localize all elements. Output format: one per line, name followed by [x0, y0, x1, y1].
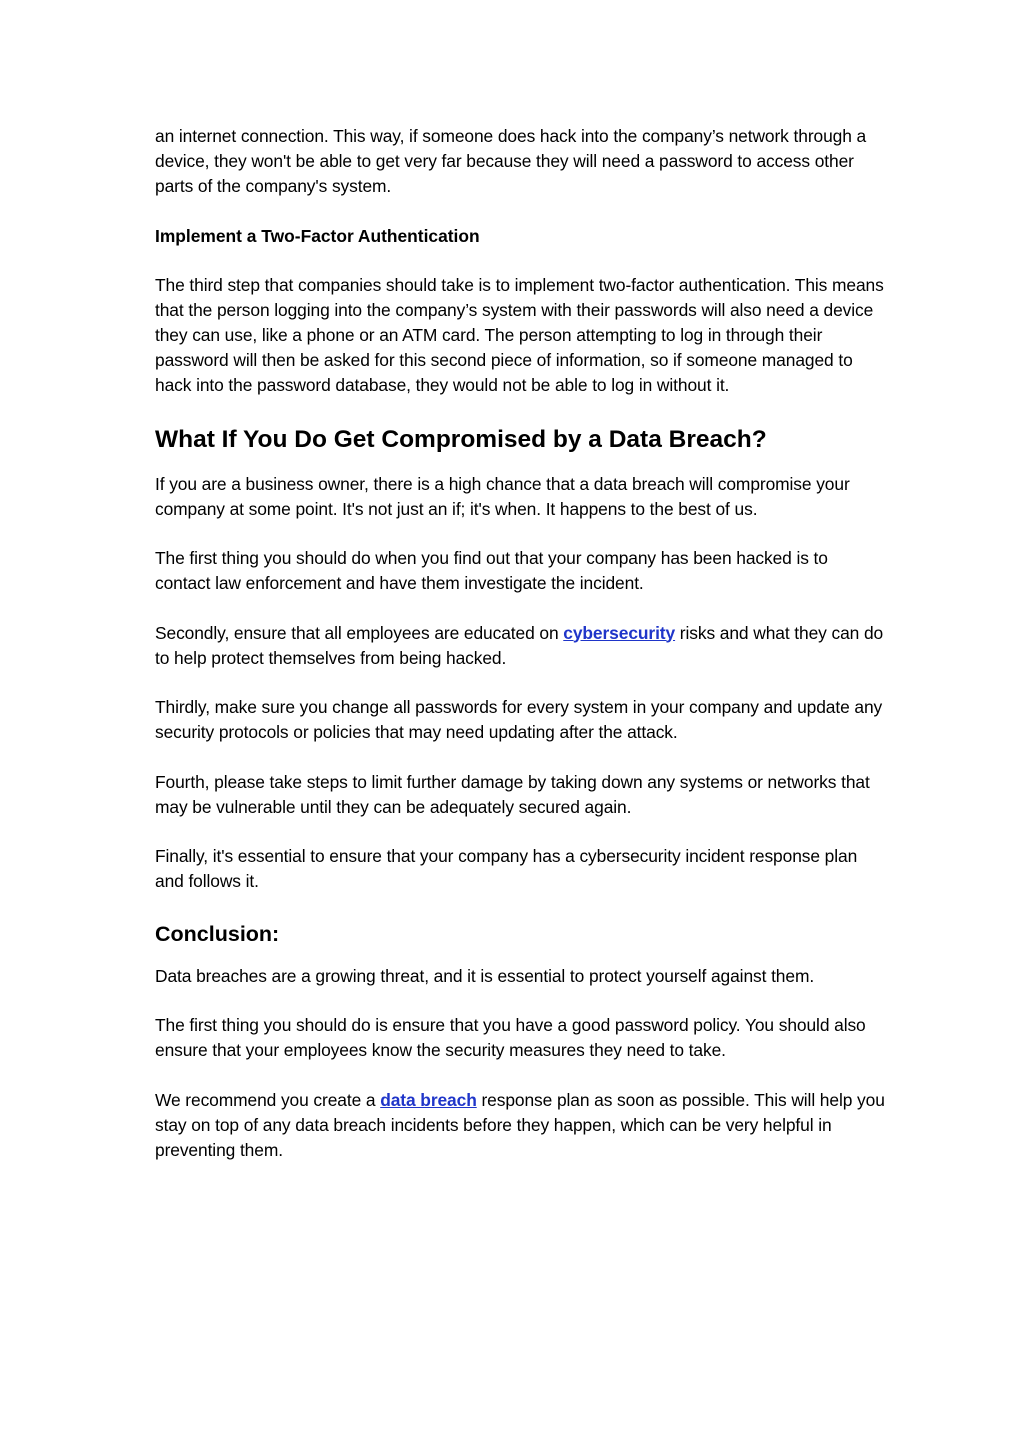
intro-continuation-paragraph: an internet connection. This way, if someone does hack into the company’s network through a device, they won't be able to get very far because they will need a password to access other parts of the company's system. — [155, 126, 867, 196]
two-factor-heading: Implement a Two-Factor Authentication — [155, 225, 480, 246]
compromised-paragraph-2: The first thing you should do when you find out that your company has been hacked is to contact law enforcement and have them investigate the incident. — [155, 548, 828, 593]
compromised-paragraph-3-lead: Secondly, ensure that all employees are educated on — [155, 622, 564, 643]
document-page — [155, 124, 885, 1187]
compromised-paragraph-3 — [155, 621, 885, 671]
cybersecurity-link[interactable]: cybersecurity — [563, 622, 676, 643]
compromised-paragraph-5: Fourth, please take steps to limit further damage by taking down any systems or networks that may be vulnerable until they can be adequately secured again. — [155, 771, 870, 817]
compromised-paragraph-4: Thirdly, make sure you change all passwords for every system in your company and update any security protocols or policies that may need updating after the attack. — [155, 697, 883, 742]
conclusion-paragraph-3-tail: response plan as soon as possible. This will help you stay on top of any data breach incidents before they happen, which can be very helpful in preventing them. — [155, 1089, 885, 1160]
compromised-paragraph-3-tail: risks and what they can do to help protect themselves from being hacked. — [155, 622, 884, 668]
conclusion-paragraph-3-lead: We recommend you create a — [155, 1089, 381, 1110]
conclusion-paragraph-3 — [155, 1088, 885, 1163]
compromised-paragraph-1: If you are a business owner, there is a high chance that a data breach will compromise your company at some point. It's not just an if; it's when. It happens to the best of us. — [155, 473, 850, 519]
conclusion-paragraph-1: Data breaches are a growing threat, and it is essential to protect yourself against them. — [155, 965, 815, 986]
compromised-paragraph-6: Finally, it's essential to ensure that your company has a cybersecurity incident response plan and follows it. — [155, 846, 858, 891]
data-breach-link[interactable]: data breach — [380, 1089, 477, 1110]
conclusion-paragraph-2: The first thing you should do is ensure that you have a good password policy. You should also ensure that your employees know the security measures they need to take. — [155, 1015, 866, 1060]
two-factor-paragraph: The third step that companies should take is to implement two-factor authentication. This means that the person logging into the company’s system with their passwords will also need a device they can use, like a phone or an ATM card. The person attempting to log in through their password will then be asked for this second piece of information, so if someone managed to hack into the password database, they would not be able to log in without it. — [155, 275, 884, 395]
compromised-heading: What If You Do Get Compromised by a Data Breach? — [155, 425, 767, 453]
conclusion-heading: Conclusion: — [155, 921, 280, 946]
